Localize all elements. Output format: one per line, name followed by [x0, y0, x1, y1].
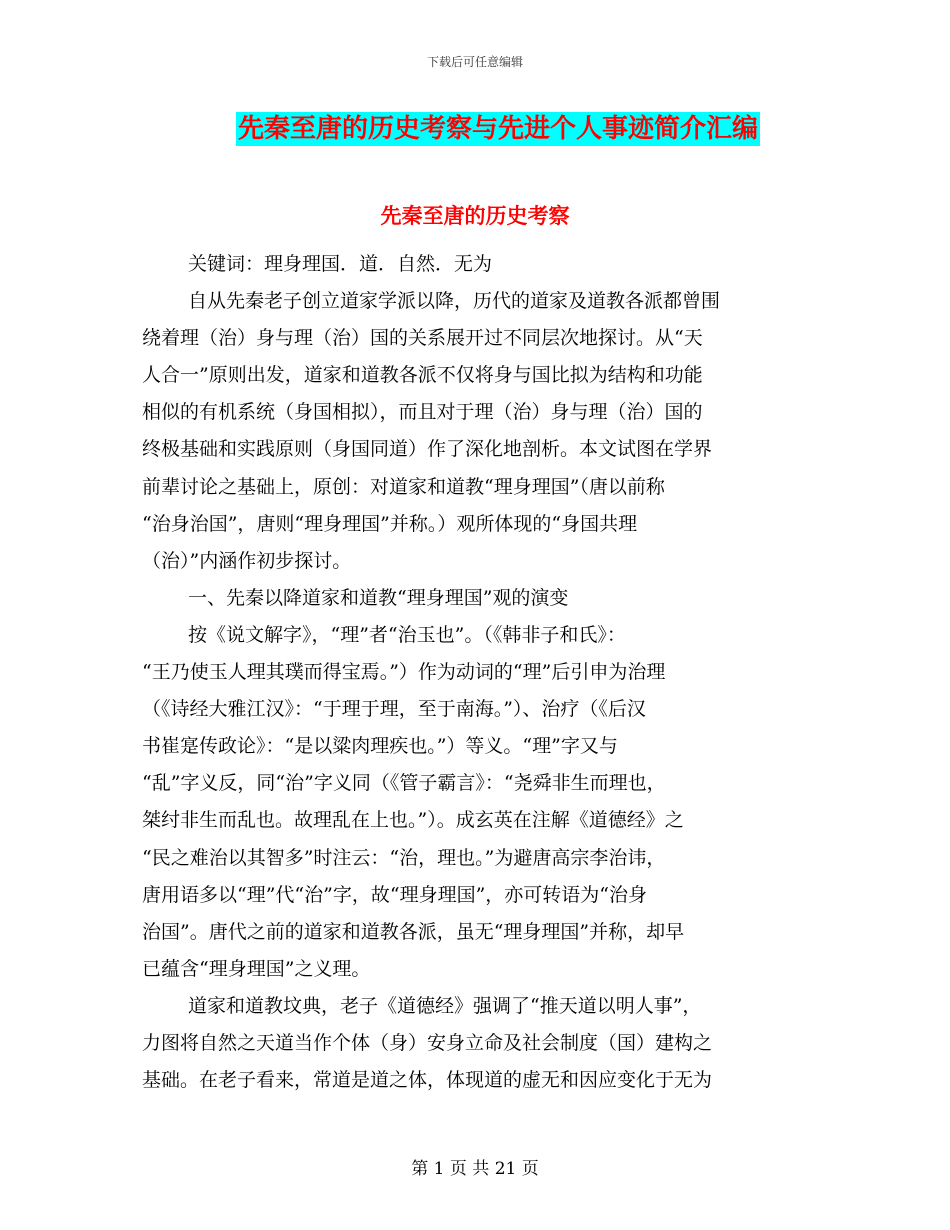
text-line: 前辈讨论之基础上，原创：对道家和道教“理身理国”（唐以前称	[142, 475, 665, 498]
text-line: 力图将自然之天道当作个体（身）安身立命及社会制度（国）建构之	[142, 1031, 713, 1054]
text-line: 已蕴含“理身理国”之义理。	[142, 957, 371, 980]
text-line: 唐用语多以“理”代“治”字，故“理身理国”，亦可转语为“治身	[142, 883, 647, 906]
text-line: “民之难治以其智多”时注云：“治，理也。”为避唐高宗李治讳，	[142, 846, 666, 869]
text-line: 书崔寔传政论》：“是以粱肉理疾也。”）等义。“理”字又与	[142, 735, 618, 758]
text-line: 自从先秦老子创立道家学派以降，历代的道家及道教各派都曾围	[188, 290, 721, 313]
text-line: 基础。在老子看来，常道是道之体，体现道的虚无和因应变化于无为	[142, 1069, 713, 1092]
text-line: 终极基础和实践原则（身国同道）作了深化地剖析。本文试图在学界	[142, 438, 713, 461]
text-line: 按《说文解字》，“理”者“治玉也”。（《韩非子和氏》：	[188, 623, 626, 646]
body-text	[142, 246, 802, 1099]
page-header: 下载后可任意编辑	[426, 55, 523, 69]
text-line: （治）”内涵作初步探讨。	[142, 549, 352, 572]
text-line: 关键词：理身理国．道．自然．无为	[188, 253, 493, 275]
text-line: 一、先秦以降道家和道教“理身理国”观的演变	[188, 586, 569, 609]
text-line: 人合一”原则出发，道家和道教各派不仅将身与国比拟为结构和功能	[142, 364, 703, 387]
text-line: “乱”字义反，同“治”字义同（《管子霸言》：“尧舜非生而理也，	[142, 772, 666, 795]
text-line: 绕着理（治）身与理（治）国的关系展开过不同层次地探讨。从“天	[142, 327, 703, 350]
text-line: “王乃使玉人理其璞而得宝焉。”）作为动词的“理”后引申为治理	[142, 661, 666, 684]
main-title-container	[0, 112, 950, 146]
text-line: 治国”。唐代之前的道家和道教各派，虽无“理身理国”并称，却早	[142, 920, 685, 943]
text-line: （《诗经大雅江汉》：“于理于理，至于南海。”）、治疗（《后汉	[142, 698, 646, 721]
sub-title: 先秦至唐的历史考察	[380, 204, 570, 228]
page-footer: 第 1 页 共 21 页	[411, 1159, 539, 1179]
main-title: 先秦至唐的历史考察与先进个人事迹简介汇编	[237, 114, 758, 144]
text-line: 相似的有机系统（身国相拟），而且对于理（治）身与理（治）国的	[142, 401, 703, 424]
text-line: “治身治国”，唐则“理身理国”并称。）观所体现的“身国共理	[142, 512, 638, 535]
text-line: 道家和道教坟典，老子《道德经》强调了“推天道以明人事”，	[188, 994, 702, 1017]
text-line: 桀纣非生而乱也。故理乱在上也。”）。成玄英在注解《道德经》之	[142, 809, 684, 832]
